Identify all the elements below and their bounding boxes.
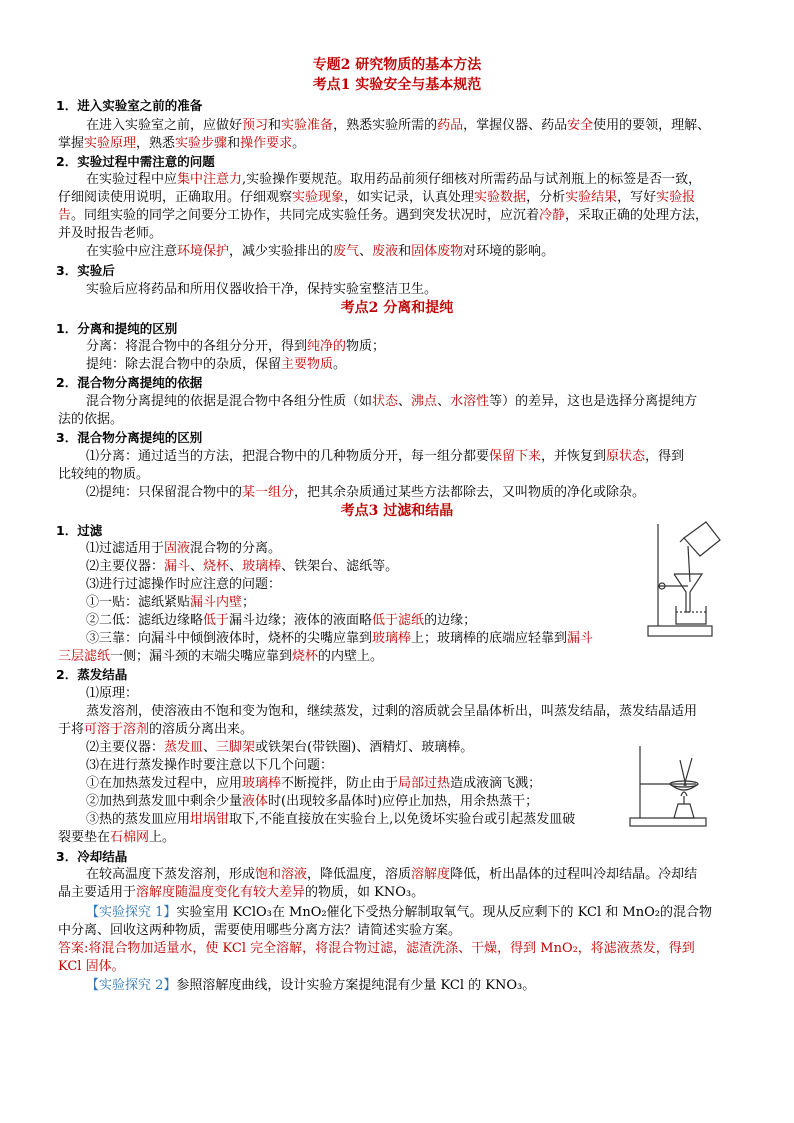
filter-line7: 三层滤纸一侧；漏斗颈的末端尖嘴应靠到烧杯的内壁上。 [58, 649, 384, 664]
filter-line4: ①一贴：滤纸紧贴漏斗内壁； [86, 595, 256, 610]
filter-line6: ③三靠：向漏斗中倾倒液体时，烧杯的尖嘴应靠到玻璃棒上；玻璃棒的底端应轻靠到漏斗 [86, 631, 594, 646]
cool-heading: 3．冷却结晶 [56, 849, 128, 864]
filter-line1: ⑴过滤适用于固液混合物的分离。 [86, 541, 282, 556]
evap-line6: ①在加热蒸发过程中，应用玻璃棒不断搅拌，防止由于局部过热造成液滴飞溅； [86, 776, 542, 791]
filtration-apparatus-illustration [640, 516, 732, 644]
filter-line2: ⑵主要仪器：漏斗、烧杯、玻璃棒、铁架台、滤纸等。 [86, 559, 399, 574]
kp2-s1-line1: 分离：将混合物中的各组分分开，得到纯净的物质； [86, 339, 386, 354]
kp1-s2-line4: 并及时报告老师。 [58, 226, 163, 241]
kp2-s1-line2: 提纯：除去混合物中的杂质，保留主要物质。 [86, 357, 347, 372]
evap-line1: ⑴原理： [86, 686, 139, 701]
evap-line9: 裂要垫在石棉网上。 [58, 830, 176, 845]
kp1-s3-heading: 3．实验后 [56, 263, 115, 278]
evap-line2: 蒸发溶剂，使溶液由不饱和变为饱和，继续蒸发，过剩的溶质就会呈晶体析出，叫蒸发结晶，蒸发结晶适用 [86, 704, 698, 719]
kp1-s3-line1: 实验后应将药品和所用仪器收拾干净，保持实验室整洁卫生。 [86, 282, 438, 297]
kp1-s2-line3: 告。同组实验的同学之间要分工协作，共同完成实验任务。遇到突发状况时，应沉着冷静，采取正确的处理方法， [58, 208, 709, 223]
kp1-s1-line2: 掌握实验原理，熟悉实验步骤和操作要求。 [58, 136, 306, 151]
kp2-title: 考点2 分离和提纯 [340, 300, 454, 316]
kp2-s1-heading: 1．分离和提纯的区别 [56, 321, 178, 336]
filter-line3: ⑶进行过滤操作时应注意的问题： [86, 577, 282, 592]
kp2-s2-heading: 2．混合物分离提纯的依据 [56, 375, 203, 390]
evap-line4: ⑵主要仪器：蒸发皿、三脚架或铁架台(带铁圈)、酒精灯、玻璃棒。 [86, 740, 474, 755]
kp1-s2-heading: 2．实验过程中需注意的问题 [56, 154, 215, 169]
kp1-s2-line5: 在实验中应注意环境保护，减少实验排出的废气、废液和固体废物对环境的影响。 [86, 244, 555, 259]
explore1-answer: 答案:将混合物加适量水，使 KCl 完全溶解，将混合物过滤，滤渣洗涤、干燥，得到 MnO₂，将滤液蒸发，得到 [58, 941, 695, 956]
kp1-s1-line1: 在进入实验室之前，应做好预习和实验准备，熟悉实验所需的药品，掌握仪器、药品安全使用的要领，理解、 [86, 118, 711, 133]
evap-heading: 2．蒸发结晶 [56, 667, 128, 682]
kp1-s2-line1: 在实验过程中应集中注意力,实验操作要规范。取用药品前须仔细核对所需药品与试剂瓶上的标签是否一致， [86, 172, 702, 187]
kp2-s3-heading: 3．混合物分离提纯的区别 [56, 430, 203, 445]
kp2-s3-line2: 比较纯的物质。 [58, 467, 150, 482]
cool-line2: 晶主要适用于溶解度随温度变化有较大差异的物质，如 KNO₃。 [58, 885, 425, 900]
kp1-s2-line2: 仔细阅读使用说明，正确取用。仔细观察实验现象，如实记录，认真处理实验数据，分析实验结果，写好实验报 [58, 190, 696, 205]
cool-line1: 在较高温度下蒸发溶剂，形成饱和溶液，降低温度，溶质溶解度降低，析出晶体的过程叫冷却结晶。冷却结 [86, 867, 698, 882]
evaporation-apparatus-illustration [626, 740, 712, 828]
evap-line3: 于将可溶于溶剂的溶质分离出来。 [58, 722, 254, 737]
evap-line8: ③热的蒸发皿应用坩埚钳取下,不能直接放在实验台上,以免烫坏实验台或引起蒸发皿破 [86, 812, 576, 827]
kp2-s3-line3: ⑵提纯：只保留混合物中的某一组分，把其余杂质通过某些方法都除去，又叫物质的净化或除杂。 [86, 485, 646, 500]
evap-line7: ②加热到蒸发皿中剩余少量液体时(出现较多晶体时)应停止加热，用余热蒸干； [86, 794, 539, 809]
explore1-tag: 【实验探究 1】 [86, 905, 177, 920]
kp2-s3-line1: ⑴分离：通过适当的方法，把混合物中的几种物质分开，每一组分都要保留下来，并恢复到原状态，得到 [86, 449, 685, 464]
filter-line5: ②二低：滤纸边缘略低于漏斗边缘；液体的液面略低于滤纸的边缘； [86, 613, 477, 628]
filter-heading: 1．过滤 [56, 523, 103, 538]
explore1-answer-line2: KCl 固体。 [58, 959, 125, 974]
doc-title: 专题2 研究物质的基本方法 [312, 57, 482, 73]
explore2-question: 【实验探究 2】参照溶解度曲线，设计实验方案提纯混有少量 KCl 的 KNO₃。 [86, 978, 536, 993]
evap-line5: ⑶在进行蒸发操作时要注意以下几个问题： [86, 758, 334, 773]
kp1-title: 考点1 实验安全与基本规范 [312, 77, 482, 93]
kp1-s1-heading: 1．进入实验室之前的准备 [56, 98, 203, 113]
kp3-title: 考点3 过滤和结晶 [340, 503, 454, 519]
explore1-question: 【实验探究 1】实验室用 KClO₃在 MnO₂催化下受热分解制取氧气。现从反应剩下的 KCl 和 MnO₂的混合物 [86, 905, 712, 920]
explore1-question-line2: 中分离、回收这两种物质，需要使用哪些分离方法？请简述实验方案。 [58, 923, 462, 938]
explore2-tag: 【实验探究 2】 [86, 978, 177, 993]
kp2-s2-line2: 法的依据。 [58, 412, 124, 427]
kp2-s2-line1: 混合物分离提纯的依据是混合物中各组分性质（如状态、沸点、水溶性等）的差异，这也是选择分离提纯方 [86, 394, 698, 409]
